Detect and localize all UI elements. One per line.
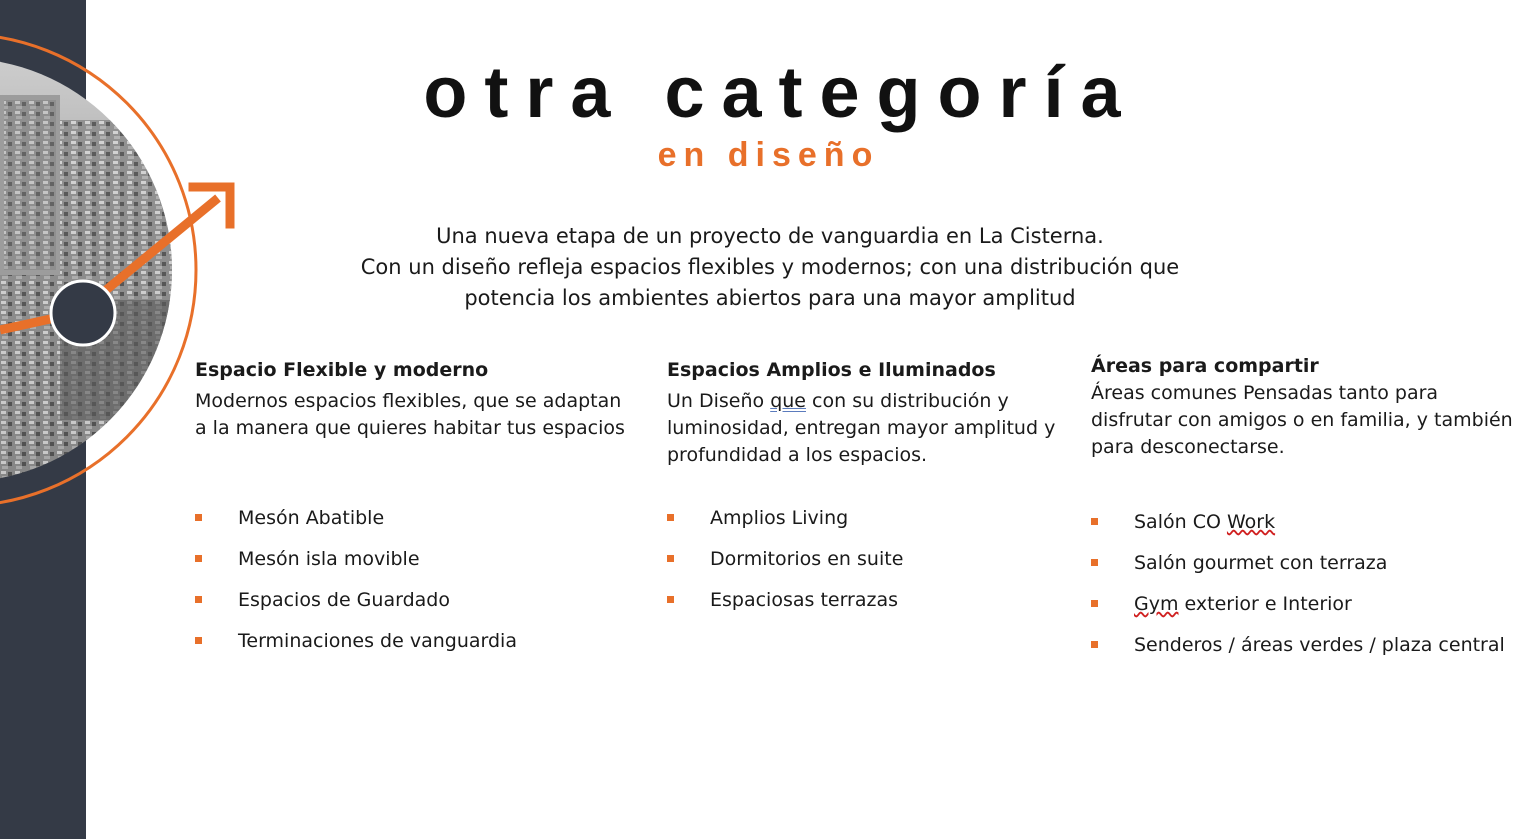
list-item: Espaciosas terrazas <box>667 587 903 628</box>
list-item: Espacios de Guardado <box>195 587 517 628</box>
list-item: Mesón isla movible <box>195 546 517 587</box>
list-item: Terminaciones de vanguardia <box>195 628 517 669</box>
column-heading: Áreas para compartir <box>1091 355 1319 377</box>
feature-list <box>1091 509 1505 673</box>
intro-paragraph <box>250 221 1290 314</box>
square-bullet-icon <box>1091 518 1098 525</box>
column-heading: Espacio Flexible y moderno <box>195 359 489 381</box>
column-body: Modernos espacios flexibles, que se adaptan a la manera que quieres habitar tus espacios <box>195 390 625 439</box>
intro-line: Una nueva etapa de un proyecto de vanguardia en La Cisterna. <box>436 224 1104 248</box>
square-bullet-icon <box>195 555 202 562</box>
list-item: Senderos / áreas verdes / plaza central <box>1091 632 1505 673</box>
square-bullet-icon <box>667 555 674 562</box>
list-item: Dormitorios en suite <box>667 546 903 587</box>
target-circle-icon <box>51 281 115 345</box>
column-heading: Espacios Amplios e Iluminados <box>667 359 996 381</box>
square-bullet-icon <box>667 514 674 521</box>
page-title: otra categoría <box>423 53 1138 133</box>
square-bullet-icon <box>1091 600 1098 607</box>
page-subtitle: en diseño <box>657 136 880 174</box>
intro-line: Con un diseño refleja espacios flexibles y modernos; con una distribución que <box>360 255 1180 279</box>
list-item: Amplios Living <box>667 505 903 546</box>
list-item: Gym exterior e Interior <box>1091 591 1505 632</box>
column-areas <box>1091 353 1521 656</box>
column-body: Un Diseño que con su distribución y luminosidad, entregan mayor amplitud y profundidad a los espacios. <box>667 390 1056 466</box>
square-bullet-icon <box>195 637 202 644</box>
list-item: Salón gourmet con terraza <box>1091 550 1505 591</box>
square-bullet-icon <box>1091 641 1098 648</box>
feature-list <box>667 505 903 628</box>
list-item: Mesón Abatible <box>195 505 517 546</box>
list-item: Salón CO Work <box>1091 509 1505 550</box>
spellcheck-marked-word: Work <box>1226 511 1276 533</box>
square-bullet-icon <box>1091 559 1098 566</box>
square-bullet-icon <box>667 596 674 603</box>
column-amplios <box>667 357 1067 611</box>
intro-line: potencia los ambientes abiertos para una mayor amplitud <box>464 286 1076 310</box>
square-bullet-icon <box>195 514 202 521</box>
column-body: Áreas comunes Pensadas tanto para disfrutar con amigos o en familia, y también para desconectarse. <box>1091 382 1513 458</box>
square-bullet-icon <box>195 596 202 603</box>
feature-list <box>195 505 517 669</box>
spellcheck-marked-word: Gym <box>1134 593 1179 615</box>
column-flexible <box>195 357 625 652</box>
grammar-marked-word: que <box>770 390 806 412</box>
